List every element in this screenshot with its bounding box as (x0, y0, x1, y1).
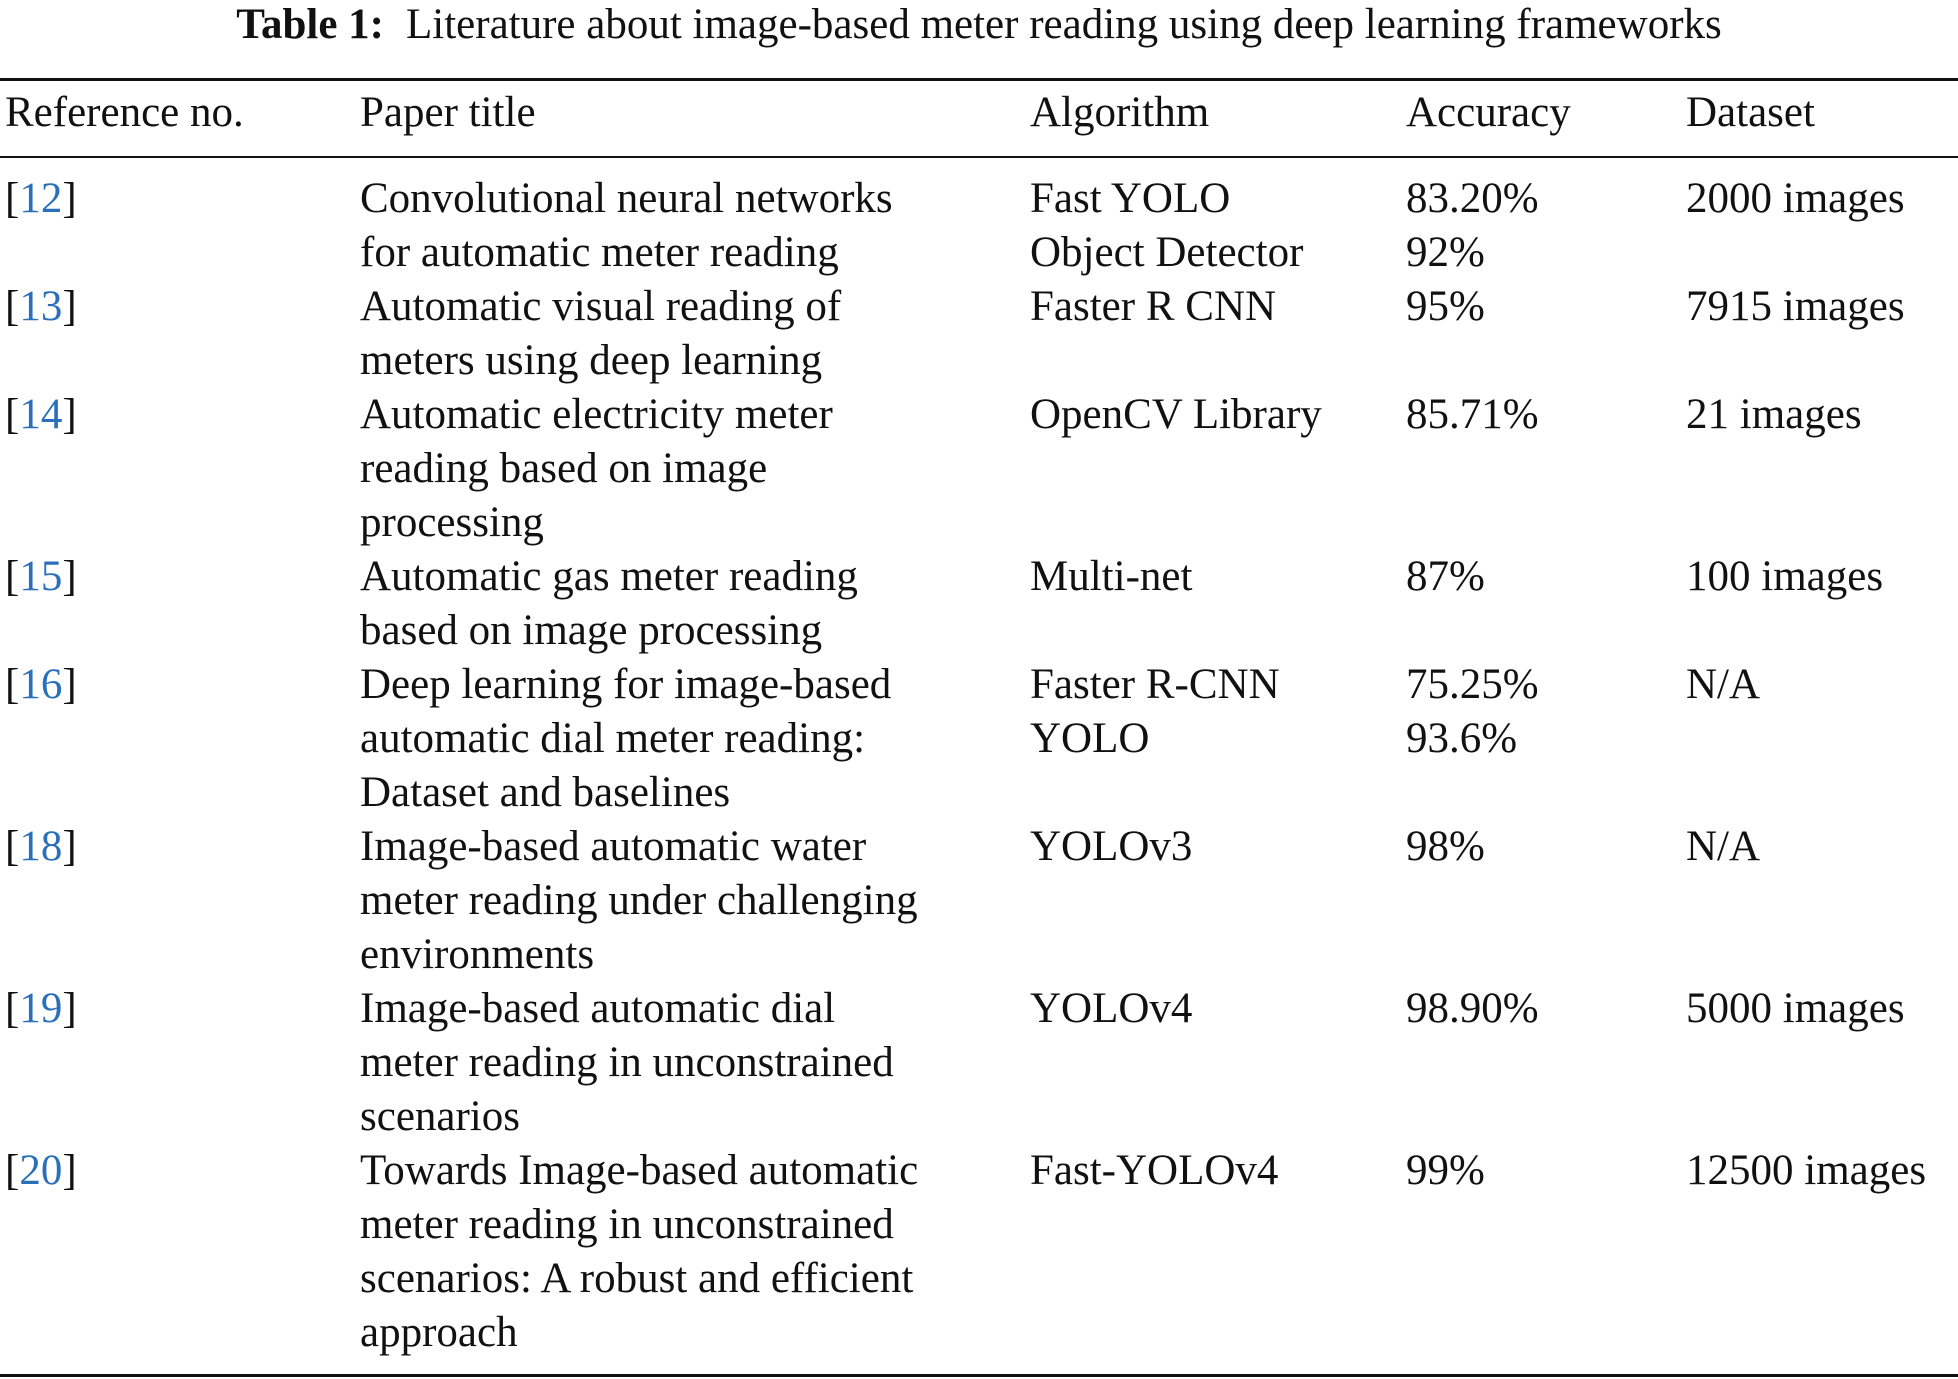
bracket-open: [ (5, 1147, 20, 1194)
accuracy-cell (1406, 550, 1485, 604)
bracket-close: ] (62, 1147, 77, 1194)
caption-label: Table 1: (236, 1, 384, 48)
paper-title-line: reading based on image (360, 445, 768, 492)
dataset-line: 2000 images (1686, 175, 1905, 222)
header-accuracy: Accuracy (1406, 89, 1571, 136)
dataset-cell (1686, 172, 1905, 226)
dataset-cell (1686, 658, 1760, 712)
accuracy-line: 98.90% (1406, 985, 1539, 1032)
dataset-cell (1686, 388, 1862, 442)
reference-cell (5, 1144, 77, 1198)
algorithm-cell (1030, 820, 1192, 874)
accuracy-line: 75.25% (1406, 661, 1539, 708)
accuracy-cell (1406, 388, 1539, 442)
algorithm-line: YOLO (1030, 715, 1150, 762)
header-dataset: Dataset (1686, 89, 1815, 136)
algorithm-cell (1030, 280, 1276, 334)
paper-title-cell (360, 658, 891, 820)
algorithm-cell (1030, 172, 1303, 280)
algorithm-line: YOLOv3 (1030, 823, 1193, 870)
paper-title-cell (360, 280, 841, 388)
paper-title-line: Image-based automatic dial (360, 985, 836, 1032)
reference-cell (5, 172, 77, 226)
algorithm-cell (1030, 550, 1192, 604)
bracket-open: [ (5, 661, 20, 708)
paper-title-line: meter reading under challenging (360, 877, 918, 924)
table-row (0, 280, 1958, 388)
accuracy-line: 87% (1406, 553, 1485, 600)
paper-title-line: Dataset and baselines (360, 769, 731, 816)
bracket-close: ] (62, 661, 77, 708)
paper-title-line: meter reading in unconstrained (360, 1039, 894, 1086)
algorithm-cell (1030, 388, 1322, 442)
bracket-close: ] (62, 175, 77, 222)
bracket-open: [ (5, 823, 20, 870)
algorithm-line: Faster R-CNN (1030, 661, 1280, 708)
paper-title-cell (360, 820, 918, 982)
accuracy-line: 93.6% (1406, 715, 1518, 762)
caption-text: Literature about image-based meter reading using deep learning frameworks (406, 1, 1722, 48)
accuracy-line: 83.20% (1406, 175, 1539, 222)
reference-cell (5, 280, 77, 334)
paper-title-line: automatic dial meter reading: (360, 715, 866, 762)
reference-link[interactable]: 13 (19, 283, 63, 330)
reference-cell (5, 982, 77, 1036)
table-caption (0, 0, 1958, 50)
table-row (0, 172, 1958, 280)
paper-title-line: Automatic gas meter reading (360, 553, 858, 600)
table-row (0, 388, 1958, 550)
table-row (0, 550, 1958, 658)
dataset-line: N/A (1686, 661, 1761, 708)
accuracy-cell (1406, 982, 1539, 1036)
accuracy-cell (1406, 820, 1485, 874)
paper-title-line: scenarios (360, 1093, 520, 1140)
reference-link[interactable]: 14 (19, 391, 63, 438)
dataset-cell (1686, 280, 1905, 334)
accuracy-line: 99% (1406, 1147, 1485, 1194)
dataset-cell (1686, 550, 1883, 604)
paper-title-line: Automatic visual reading of (360, 283, 842, 330)
reference-cell (5, 658, 77, 712)
paper-title-line: meter reading in unconstrained (360, 1201, 894, 1248)
algorithm-cell (1030, 1144, 1278, 1198)
algorithm-line: Object Detector (1030, 229, 1304, 276)
paper-title-line: processing (360, 499, 544, 546)
bracket-close: ] (62, 553, 77, 600)
reference-link[interactable]: 20 (19, 1147, 63, 1194)
paper-title-line: Towards Image-based automatic (360, 1147, 919, 1194)
reference-link[interactable]: 15 (19, 553, 63, 600)
reference-link[interactable]: 12 (19, 175, 63, 222)
dataset-cell (1686, 982, 1905, 1036)
accuracy-cell (1406, 172, 1539, 280)
paper-title-cell (360, 1144, 918, 1360)
table-row (0, 820, 1958, 982)
accuracy-line: 98% (1406, 823, 1485, 870)
accuracy-cell (1406, 1144, 1485, 1198)
algorithm-line: Fast-YOLOv4 (1030, 1147, 1279, 1194)
bracket-open: [ (5, 175, 20, 222)
algorithm-line: Faster R CNN (1030, 283, 1277, 330)
algorithm-line: Fast YOLO (1030, 175, 1231, 222)
algorithm-cell (1030, 658, 1280, 766)
paper-title-line: meters using deep learning (360, 337, 823, 384)
reference-link[interactable]: 19 (19, 985, 63, 1032)
table-row (0, 658, 1958, 820)
top-rule (0, 78, 1958, 81)
bracket-close: ] (62, 823, 77, 870)
paper-title-line: environments (360, 931, 595, 978)
reference-cell (5, 820, 77, 874)
paper-title-line: based on image processing (360, 607, 823, 654)
table-header-row (0, 86, 1958, 146)
accuracy-cell (1406, 658, 1539, 766)
accuracy-cell (1406, 280, 1485, 334)
dataset-line: 7915 images (1686, 283, 1905, 330)
dataset-line: 100 images (1686, 553, 1884, 600)
algorithm-line: Multi-net (1030, 553, 1193, 600)
paper-title-cell (360, 388, 833, 550)
header-reference-no: Reference no. (5, 89, 244, 136)
paper-title-cell (360, 550, 858, 658)
reference-cell (5, 550, 77, 604)
paper-title-line: Image-based automatic water (360, 823, 867, 870)
dataset-line: 5000 images (1686, 985, 1905, 1032)
bracket-open: [ (5, 553, 20, 600)
bracket-open: [ (5, 391, 20, 438)
bracket-close: ] (62, 391, 77, 438)
paper-title-line: approach (360, 1309, 518, 1356)
bracket-open: [ (5, 985, 20, 1032)
paper-title-cell (360, 172, 893, 280)
accuracy-line: 95% (1406, 283, 1485, 330)
dataset-cell (1686, 1144, 1926, 1198)
reference-cell (5, 388, 77, 442)
paper-title-line: Automatic electricity meter (360, 391, 833, 438)
header-paper-title: Paper title (360, 89, 536, 136)
accuracy-line: 85.71% (1406, 391, 1539, 438)
paper-title-line: for automatic meter reading (360, 229, 839, 276)
dataset-line: 21 images (1686, 391, 1862, 438)
header-algorithm: Algorithm (1030, 89, 1210, 136)
bracket-close: ] (62, 283, 77, 330)
paper-title-line: Convolutional neural networks (360, 175, 893, 222)
table-row (0, 982, 1958, 1144)
bracket-close: ] (62, 985, 77, 1032)
reference-link[interactable]: 16 (19, 661, 63, 708)
header-rule (0, 156, 1958, 158)
bracket-open: [ (5, 283, 20, 330)
dataset-line: 12500 images (1686, 1147, 1927, 1194)
bottom-rule (0, 1374, 1958, 1377)
algorithm-line: YOLOv4 (1030, 985, 1193, 1032)
accuracy-line: 92% (1406, 229, 1485, 276)
paper-title-line: Deep learning for image-based (360, 661, 892, 708)
dataset-cell (1686, 820, 1760, 874)
reference-link[interactable]: 18 (19, 823, 63, 870)
paper-title-line: scenarios: A robust and efficient (360, 1255, 914, 1302)
dataset-line: N/A (1686, 823, 1761, 870)
algorithm-cell (1030, 982, 1192, 1036)
algorithm-line: OpenCV Library (1030, 391, 1322, 438)
paper-title-cell (360, 982, 894, 1144)
table-row (0, 1144, 1958, 1360)
